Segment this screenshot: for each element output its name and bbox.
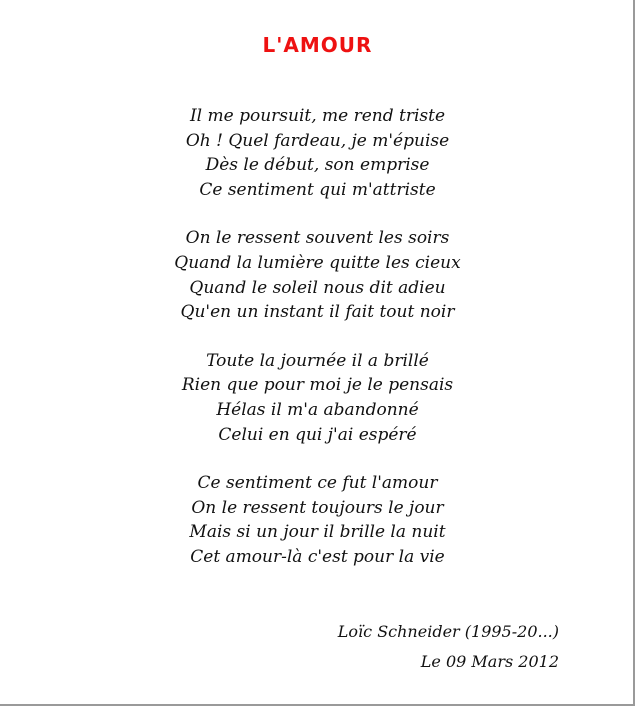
stanza-2 [0,226,635,324]
poem-line: Dès le début, son emprise [205,155,430,176]
poem-line: Quand le soleil nous dit adieu [189,277,446,298]
poem-line: Oh ! Quel fardeau, je m'épuise [185,130,450,151]
poem-line: Mais si un jour il brille la nuit [189,522,446,543]
poem-line: Hélas il m'a abandonné [216,399,419,420]
poem-line: Celui en qui j'ai espéré [218,424,417,445]
stanza-1 [0,104,635,202]
poem-line: Ce sentiment ce fut l'amour [197,473,438,494]
poem-line: Ce sentiment qui m'attriste [199,179,436,200]
poem-line: Il me poursuit, me rend triste [189,106,446,126]
stanza-4 [0,471,635,569]
signature-block [338,617,559,677]
stanza-3 [0,349,635,447]
signature-author: Loïc Schneider (1995-20...) [337,622,559,641]
poem-body [0,104,635,594]
signature-date: Le 09 Mars 2012 [420,652,559,671]
poem-title: L'AMOUR [262,33,373,57]
poem-line: Qu'en un instant il fait tout noir [180,302,455,323]
poem-line: Quand la lumière quitte les cieux [174,252,461,273]
poem-line: On le ressent toujours le jour [191,497,444,518]
poem-line: On le ressent souvent les soirs [185,228,450,249]
poem-line: Toute la journée il a brillé [206,350,429,371]
poem-line: Cet amour-là c'est pour la vie [190,546,445,567]
poem-line: Rien que pour moi je le pensais [181,375,454,396]
